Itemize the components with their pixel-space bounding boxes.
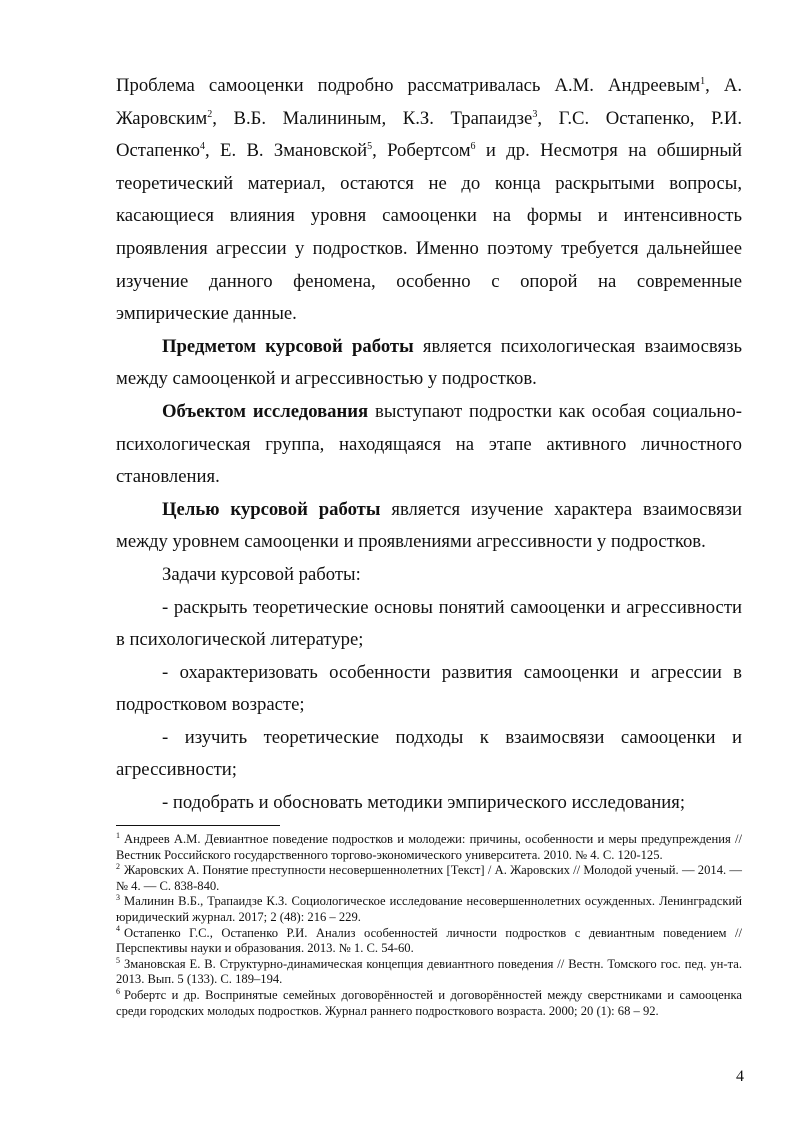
footnote-text: Остапенко Г.С., Остапенко Р.И. Анализ особенностей личности подростков с девиантным поведением // Перспективы науки и образования. 2013. № 1. С. 54-60. [116, 925, 742, 956]
main-text [116, 70, 742, 820]
footnote-number: 1 [116, 830, 120, 840]
intro-paragraph [116, 70, 742, 331]
footnote-ref-5[interactable]: 5 [367, 140, 373, 152]
tasks-heading: Задачи курсовой работы: [162, 563, 361, 585]
goal-paragraph [116, 494, 742, 559]
task-item: - изучить теоретические подходы к взаимосвязи самооценки и агрессивности; [116, 726, 742, 781]
footnote-5 [116, 957, 742, 988]
goal-heading: Целью курсовой работы [162, 498, 381, 520]
task-item: - подобрать и обосновать методики эмпирического исследования; [162, 792, 686, 814]
intro-text-part: и др. Несмотря на обширный теоретический материал, остаются не до конца раскрытыми вопросы, касающиеся влияния уровня самооценки на формы и интенсивность проявления агрессии у подростков. Именно поэтому требуется дальнейшее изучение данного феномена, особенно с опорой на современные эмпирические данные. [116, 140, 742, 325]
intro-text-part: , Е. В. Змановской [205, 140, 368, 162]
footnote-separator [116, 825, 280, 826]
intro-text-part: Проблема самооценки подробно рассматривалась А.М. Андреевым [116, 75, 701, 96]
footnote-number: 3 [116, 893, 120, 903]
footnote-text: Змановская Е. В. Структурно-динамическая концепция девиантного поведения // Вестн. Томского гос. пед. ун-та. 2013. Вып. 5 (133). С. 189–194. [116, 956, 742, 987]
footnote-text: Жаровских А. Понятие преступности несовершеннолетних [Текст] / А. Жаровских // Молодой ученый. — 2014. — № 4. — С. 838-840. [116, 863, 742, 893]
footnote-ref-4[interactable]: 4 [200, 140, 206, 152]
footnote-text: Робертс и др. Воспринятые семейных договорённостей и договорённостей между сверстниками и самооценка среди городских молодых подростков. Журнал раннего подросткового возраста. 2000; 20 (1): 68 – 92. [116, 987, 742, 1018]
footnote-number: 5 [116, 955, 120, 965]
footnote-2 [116, 863, 742, 894]
footnote-4 [116, 926, 742, 957]
footnote-text: Андреев А.М. Девиантное поведение подростков и молодежи: причины, особенности и меры предупреждения // Вестник Российского государственного торгово-экономического университета. 2010. № 4. С. 120-125. [116, 832, 742, 862]
task-item: - охарактеризовать особенности развития самооценки и агрессии в подростковом возрасте; [116, 661, 742, 716]
task-item: - раскрыть теоретические основы понятий самооценки и агрессивности в психологической литературе; [116, 596, 742, 651]
intro-text-part: , Г.С. Остапенко, Р.И. Остапенко [116, 107, 742, 162]
intro-text-part: , В.Б. Малининым, К.З. Трапаидзе [212, 107, 533, 129]
object-paragraph [116, 396, 742, 494]
footnote-ref-6[interactable]: 6 [470, 140, 476, 152]
footnote-ref-3[interactable]: 3 [532, 108, 538, 120]
footnote-number: 6 [116, 986, 120, 996]
subject-paragraph [116, 331, 742, 396]
object-text: выступают подростки как особая социально-психологическая группа, находящаяся на этапе активного личностного становления. [116, 400, 742, 488]
intro-text-part: , Робертсом [372, 140, 471, 162]
goal-text: является изучение характера взаимосвязи между уровнем самооценки и проявлениями агрессивности у подростков. [116, 498, 742, 553]
intro-text-part: , А. Жаровским [116, 75, 742, 129]
object-heading: Объектом исследования [162, 400, 369, 422]
footnote-6 [116, 988, 742, 1019]
footnote-3 [116, 894, 742, 925]
page-number: 4 [736, 1068, 744, 1085]
footnote-number: 2 [116, 862, 120, 871]
footnote-text: Малинин В.Б., Трапаидзе К.З. Социологическое исследование несовершеннолетних осужденных. Ленинградский юридический журнал. 2017; 2 (48): 216 – 229. [116, 894, 742, 924]
footnote-ref-2[interactable]: 2 [207, 108, 213, 120]
subject-text: является психологическая взаимосвязь между самооценкой и агрессивностью у подростков. [116, 335, 742, 390]
footnote-1 [116, 832, 742, 863]
footnote-number: 4 [116, 924, 120, 934]
footnote-ref-1[interactable]: 1 [700, 75, 706, 87]
footnotes-section [116, 832, 742, 1019]
subject-heading: Предметом курсовой работы [162, 335, 414, 357]
